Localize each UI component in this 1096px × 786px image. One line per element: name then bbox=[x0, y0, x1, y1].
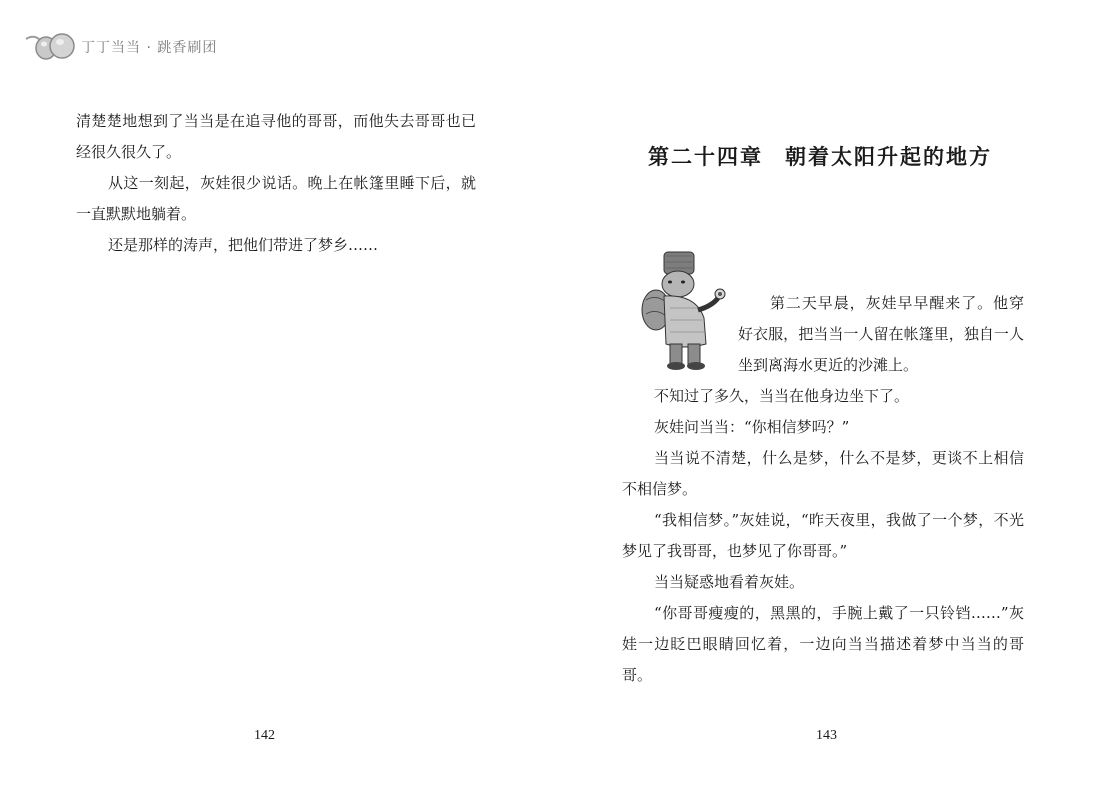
boy-with-backpack-illustration bbox=[636, 248, 732, 372]
paragraph: 灰娃问当当：“你相信梦吗？” bbox=[654, 418, 850, 436]
paragraph: 还是那样的涛声，把他们带进了梦乡…… bbox=[108, 236, 379, 254]
paragraph: 当当疑惑地看着灰娃。 bbox=[654, 573, 805, 591]
chapter-heading bbox=[648, 141, 992, 171]
left-page-body bbox=[76, 106, 476, 261]
right-page-body bbox=[622, 381, 1024, 691]
page-number-left: 142 bbox=[254, 728, 275, 743]
page-number-right: 143 bbox=[816, 728, 837, 743]
paragraph: “我相信梦。”灰娃说，“昨天夜里，我做了一个梦，不光梦见了我哥哥，也梦见了你哥哥。” bbox=[622, 511, 1024, 560]
paragraph: 第二天早晨，灰娃早早醒来了。他穿好衣服，把当当一人留在帐篷里，独自一人坐到离海水更近的沙滩上。 bbox=[738, 294, 1024, 374]
chapter-name: 朝着太阳升起的地方 bbox=[785, 144, 992, 169]
series-title: 丁丁当当 · 跳香刷团 bbox=[81, 40, 218, 56]
paragraph: 不知过了多久，当当在他身边坐下了。 bbox=[654, 387, 910, 405]
paragraph: 从这一刻起，灰娃很少说话。晚上在帐篷里睡下后，就一直默默地躺着。 bbox=[76, 174, 476, 223]
paragraph: 清楚楚地想到了当当是在追寻他的哥哥，而他失去哥哥也已经很久很久了。 bbox=[76, 112, 476, 161]
gourd-logo-icon bbox=[24, 30, 80, 64]
paragraph: “你哥哥瘦瘦的，黑黑的，手腕上戴了一只铃铛……”灰娃一边眨巴眼睛回忆着，一边向当当描述着梦中当当的哥哥。 bbox=[622, 604, 1024, 684]
series-header bbox=[24, 30, 218, 64]
paragraph: 当当说不清楚，什么是梦，什么不是梦，更谈不上相信不相信梦。 bbox=[622, 449, 1024, 498]
right-page-wrapped-text bbox=[738, 288, 1024, 381]
chapter-number: 第二十四章 bbox=[648, 144, 763, 169]
